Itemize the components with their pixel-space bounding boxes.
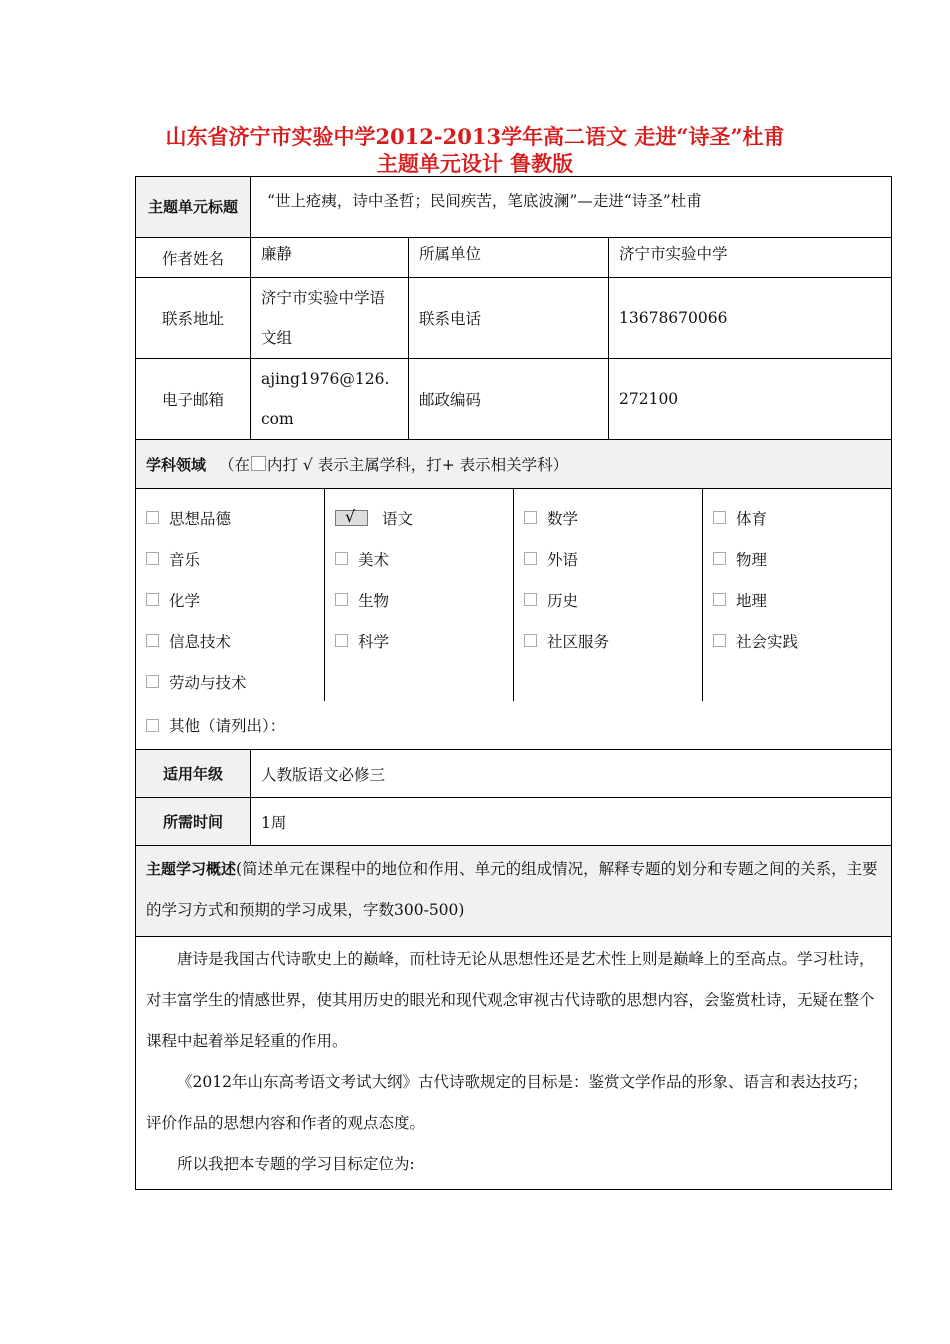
subject-columns bbox=[136, 489, 891, 701]
overview-body bbox=[136, 937, 892, 1190]
subject-item[interactable] bbox=[325, 620, 513, 661]
checkbox-icon[interactable] bbox=[524, 552, 537, 565]
subject-item[interactable] bbox=[136, 661, 324, 702]
subject-item[interactable] bbox=[703, 579, 891, 620]
checkbox-icon[interactable] bbox=[713, 552, 726, 565]
subject-label: 化学 bbox=[169, 591, 201, 610]
phone-label: 联系电话 bbox=[409, 278, 609, 359]
subject-item[interactable] bbox=[514, 497, 702, 538]
subject-item[interactable] bbox=[703, 497, 891, 538]
subject-label: 地理 bbox=[736, 591, 768, 610]
email-value: ajing1976@126.com bbox=[251, 359, 409, 440]
author-value: 廉静 bbox=[251, 238, 409, 278]
subject-label: 生物 bbox=[358, 591, 390, 610]
subject-label: 社会实践 bbox=[736, 632, 799, 651]
postcode-label: 邮政编码 bbox=[409, 359, 609, 440]
checkbox-icon[interactable] bbox=[146, 593, 159, 606]
subject-area-hint-post: 内打 √ 表示主属学科，打+ 表示相关学科） bbox=[266, 456, 569, 474]
checkmark-icon: √ bbox=[345, 506, 356, 526]
subject-column bbox=[136, 489, 325, 701]
overview-label: 主题学习概述 bbox=[146, 860, 237, 878]
subject-item[interactable] bbox=[514, 579, 702, 620]
other-subject-label: 其他（请列出）： bbox=[169, 717, 286, 735]
checked-checkbox-icon[interactable] bbox=[335, 506, 368, 526]
postcode-value: 272100 bbox=[609, 359, 892, 440]
unit-title-label: 主题单元标题 bbox=[136, 177, 251, 238]
checkbox-icon[interactable] bbox=[146, 634, 159, 647]
overview-paragraph-2: 《2012年山东高考语文考试大纲》古代诗歌规定的目标是：鉴赏文学作品的形象、语言和表达技巧；评价作品的思想内容和作者的观点态度。 bbox=[146, 1073, 868, 1132]
overview-hint: (简述单元在课程中的地位和作用、单元的组成情况，解释专题的划分和专题之间的关系，主要的学习方式和预期的学习成果，字数300-500) bbox=[146, 860, 878, 919]
checkbox-icon[interactable] bbox=[524, 593, 537, 606]
grade-label: 适用年级 bbox=[136, 750, 251, 798]
subject-label: 劳动与技术 bbox=[169, 673, 247, 692]
subject-area-header bbox=[136, 440, 892, 489]
checkbox-icon[interactable] bbox=[146, 552, 159, 565]
subject-item[interactable] bbox=[136, 497, 324, 538]
subject-label: 数学 bbox=[547, 509, 579, 528]
subject-label: 历史 bbox=[547, 591, 579, 610]
checkbox-icon[interactable] bbox=[713, 593, 726, 606]
subject-label: 美术 bbox=[358, 550, 390, 569]
overview-paragraph-3: 所以我把本专题的学习目标定位为: bbox=[177, 1155, 415, 1173]
checkbox-icon[interactable] bbox=[146, 511, 159, 524]
unit-label: 所属单位 bbox=[409, 238, 609, 278]
subject-label: 语文 bbox=[382, 509, 414, 528]
subject-label: 信息技术 bbox=[169, 632, 232, 651]
subject-column bbox=[703, 489, 891, 701]
overview-header bbox=[136, 846, 892, 937]
document-title-line1: 山东省济宁市实验中学2012-2013学年高二语文 走进“诗圣”杜甫 bbox=[165, 124, 785, 149]
subject-item[interactable] bbox=[514, 620, 702, 661]
subject-label: 外语 bbox=[547, 550, 579, 569]
subject-item[interactable] bbox=[325, 497, 513, 538]
email-label: 电子邮箱 bbox=[136, 359, 251, 440]
author-label: 作者姓名 bbox=[136, 238, 251, 278]
checkbox-icon[interactable] bbox=[335, 634, 348, 647]
other-checkbox-icon[interactable] bbox=[146, 719, 159, 732]
unit-title-value: “世上疮痍，诗中圣哲；民间疾苦，笔底波澜”—走进“诗圣”杜甫 bbox=[251, 177, 892, 238]
subject-item[interactable] bbox=[136, 620, 324, 661]
subject-item[interactable] bbox=[136, 538, 324, 579]
subject-item[interactable] bbox=[325, 538, 513, 579]
subject-label: 物理 bbox=[736, 550, 768, 569]
checkbox-icon[interactable] bbox=[524, 634, 537, 647]
other-subject-row[interactable] bbox=[136, 701, 891, 749]
subject-item[interactable] bbox=[703, 538, 891, 579]
subject-column bbox=[325, 489, 514, 701]
checkbox-icon[interactable] bbox=[146, 675, 159, 688]
unit-design-table bbox=[135, 176, 892, 1190]
address-label: 联系地址 bbox=[136, 278, 251, 359]
subject-label: 思想品德 bbox=[169, 509, 232, 528]
subject-item[interactable] bbox=[136, 579, 324, 620]
checkbox-icon[interactable] bbox=[335, 552, 348, 565]
checkbox-sample-icon bbox=[251, 456, 266, 471]
subject-column bbox=[514, 489, 703, 701]
subject-label: 科学 bbox=[358, 632, 390, 651]
grade-value: 人教版语文必修三 bbox=[251, 750, 892, 798]
document-title-line2: 主题单元设计 鲁教版 bbox=[376, 151, 574, 176]
duration-label: 所需时间 bbox=[136, 798, 251, 846]
checkbox-icon[interactable] bbox=[713, 511, 726, 524]
subject-checklist bbox=[136, 489, 892, 750]
subject-area-hint-pre: （在 bbox=[218, 456, 250, 474]
duration-value: 1周 bbox=[251, 798, 892, 846]
subject-item[interactable] bbox=[325, 579, 513, 620]
checkbox-icon[interactable] bbox=[335, 593, 348, 606]
subject-label: 社区服务 bbox=[547, 632, 610, 651]
checkbox-icon[interactable] bbox=[713, 634, 726, 647]
checkbox-icon[interactable] bbox=[524, 511, 537, 524]
unit-value: 济宁市实验中学 bbox=[609, 238, 892, 278]
subject-item[interactable] bbox=[514, 538, 702, 579]
overview-paragraph-1: 唐诗是我国古代诗歌史上的巅峰，而杜诗无论从思想性还是艺术性上则是巅峰上的至高点。学习杜诗，对丰富学生的情感世界，使其用历史的眼光和现代观念审视古代诗歌的思想内容，会鉴赏杜诗，无疑在整个课程中起着举足轻重的作用。 bbox=[146, 950, 875, 1050]
phone-value: 13678670066 bbox=[609, 278, 892, 359]
address-value: 济宁市实验中学语文组 bbox=[251, 278, 409, 359]
subject-label: 体育 bbox=[736, 509, 768, 528]
subject-area-label: 学科领域 bbox=[146, 456, 207, 474]
subject-label: 音乐 bbox=[169, 550, 201, 569]
subject-item[interactable] bbox=[703, 620, 891, 661]
